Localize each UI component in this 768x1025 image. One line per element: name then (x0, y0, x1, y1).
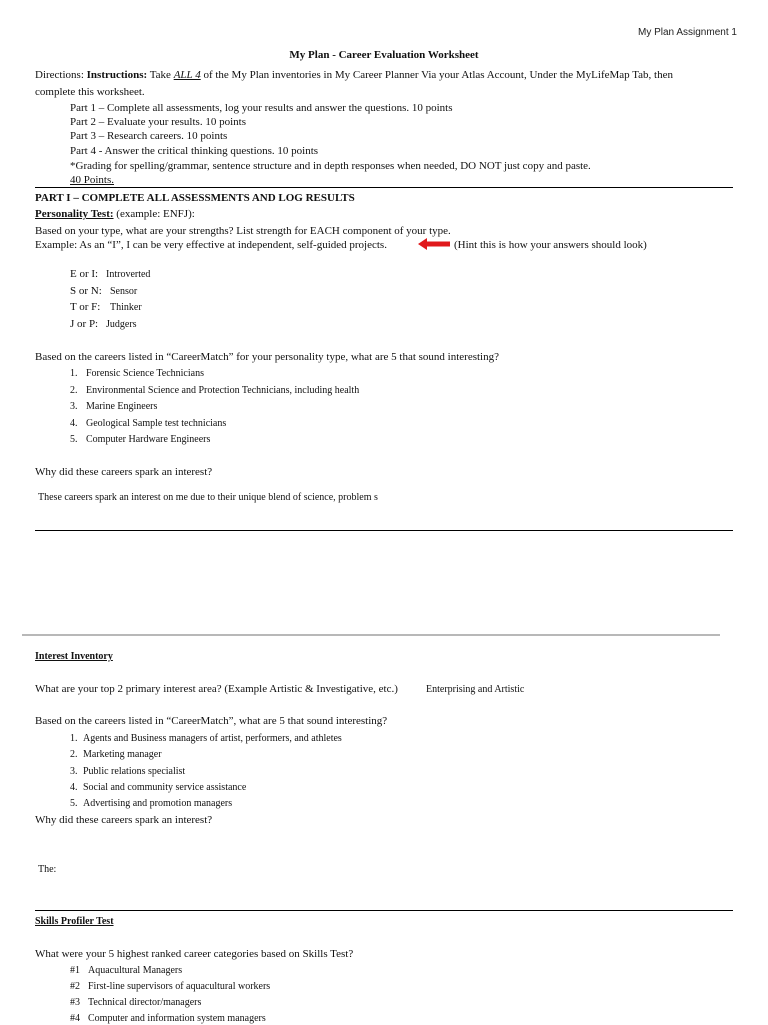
list-item: Marketing manager (83, 749, 162, 760)
divider (35, 910, 733, 911)
personality-example: (example: ENFJ): (113, 208, 195, 220)
list-item: Environmental Science and Protection Technicians, including health (86, 385, 360, 396)
list-item: Public relations specialist (83, 766, 186, 777)
interest-label: Interest Inventory (35, 651, 113, 662)
list-num: #1 (70, 965, 80, 976)
type-label: E or I: (70, 268, 99, 280)
type-label: T or F: (70, 301, 101, 313)
type-value: Thinker (110, 302, 142, 313)
list-num: 3. (70, 766, 78, 777)
type-label: J or P: (70, 318, 99, 330)
type-label: S or N: (70, 285, 102, 297)
part-line: Part 2 – Evaluate your results. 10 points (70, 116, 246, 128)
interest-careers-question: Based on the careers listed in “CareerMatch”, what are 5 that sound interesting? (35, 715, 388, 727)
part1-heading: PART I – COMPLETE ALL ASSESSMENTS AND LOG RESULTS (35, 192, 355, 204)
personality-label: Personality Test: (35, 208, 114, 220)
list-num: 4. (70, 418, 78, 429)
list-num: 4. (70, 782, 78, 793)
directions-line-2: complete this worksheet. (35, 86, 145, 98)
skills-question: What were your 5 highest ranked career categories based on Skills Test? (35, 948, 354, 960)
type-value: Judgers (106, 319, 137, 330)
type-value: Sensor (110, 286, 138, 297)
page-break (22, 634, 720, 636)
why-answer: These careers spark an interest on me due to their unique blend of science, problem s (38, 492, 378, 503)
hint-text: (Hint this is how your answers should look) (454, 239, 647, 251)
skills-label: Skills Profiler Test (35, 916, 114, 927)
list-item: First-line supervisors of aquacultural workers (88, 981, 271, 992)
total-points: 40 Points. (70, 174, 115, 186)
list-num: 2. (70, 385, 78, 396)
list-item: Geological Sample test technicians (86, 418, 227, 429)
personality-label-line (35, 207, 195, 221)
arrow-left-icon (418, 238, 450, 250)
divider (35, 187, 733, 188)
list-num: #2 (70, 981, 80, 992)
list-item: Agents and Business managers of artist, performers, and athletes (83, 733, 342, 744)
list-num: 5. (70, 434, 78, 445)
instructions-label: Instructions: (86, 69, 148, 81)
list-num: 2. (70, 749, 78, 760)
directions-label: Directions: (35, 69, 84, 81)
list-item: Social and community service assistance (83, 782, 247, 793)
list-num: 3. (70, 401, 78, 412)
take-word: Take (149, 69, 171, 81)
divider (35, 530, 733, 531)
personality-question: Based on your type, what are your strengths? List strength for EACH component of your type. (35, 225, 451, 237)
part-line: Part 3 – Research careers. 10 points (70, 130, 228, 142)
all4-emphasis: ALL 4 (173, 69, 201, 81)
interest-why-question: Why did these careers spark an interest? (35, 814, 213, 826)
list-num: 5. (70, 798, 78, 809)
interest-answer: Enterprising and Artistic (426, 684, 525, 695)
list-item: Computer Hardware Engineers (86, 434, 211, 445)
list-num: 1. (70, 733, 78, 744)
part-line: Part 4 - Answer the critical thinking questions. 10 points (70, 145, 319, 157)
why-question: Why did these careers spark an interest? (35, 466, 213, 478)
list-num: #3 (70, 997, 80, 1008)
directions-line-1 (35, 68, 673, 82)
list-item: Marine Engineers (86, 401, 158, 412)
list-item: Forensic Science Technicians (86, 368, 204, 379)
page-title: My Plan - Career Evaluation Worksheet (289, 49, 479, 61)
running-header: My Plan Assignment 1 (638, 27, 737, 38)
list-item: Aquacultural Managers (88, 965, 183, 976)
interest-question: What are your top 2 primary interest area? (Example Artistic & Investigative, etc.) (35, 683, 398, 695)
list-item: Advertising and promotion managers (83, 798, 233, 809)
list-item: Computer and information system managers (88, 1013, 266, 1024)
careers-question: Based on the careers listed in “CareerMatch” for your personality type, what are 5 that sound interesting? (35, 351, 499, 363)
grading-note: *Grading for spelling/grammar, sentence structure and in depth responses when needed, DO NOT just copy and paste. (70, 160, 591, 172)
personality-example-line: Example: As an “I”, I can be very effective at independent, self-guided projects. (35, 239, 387, 251)
directions-text-1: of the My Plan inventories in My Career Planner Via your Atlas Account, Under the MyLifeMap Tab, then (200, 69, 673, 81)
part-line: Part 1 – Complete all assessments, log your results and answer the questions. 10 points (70, 102, 453, 114)
interest-why-answer: The: (38, 864, 57, 875)
type-value: Introverted (106, 269, 151, 280)
list-num: 1. (70, 368, 78, 379)
list-item: Technical director/managers (88, 997, 202, 1008)
list-num: #4 (70, 1013, 80, 1024)
